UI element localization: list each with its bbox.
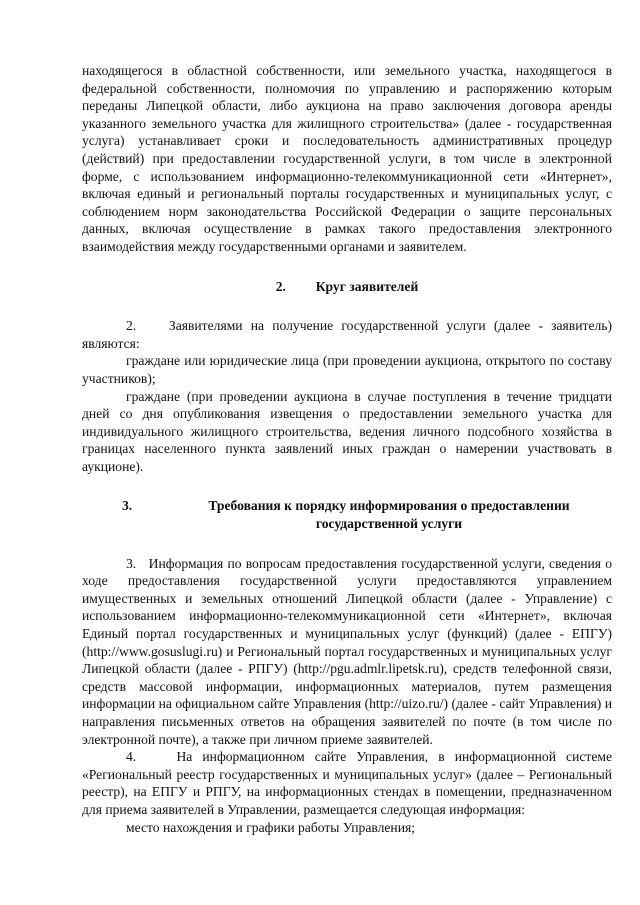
section-3-item-4: 4. На информационном сайте Управления, в информационной системе «Региональный реестр государственных и муниципальных услуг» (далее – Региональный реестр), на ЕПГУ и РПГУ, на информационных стендах в помещении, предназначенном для приема заявителей в Управлении, размещается следующая информация: [82, 749, 612, 817]
intro-paragraph: находящегося в областной собственности, или земельного участка, находящегося в федеральной собственности, полномочия по управлению и распоряжению которым переданы Липецкой области, либо аукциона на право заключения договора аренды указанного земельного участка для жилищного строительства» (далее - государственная услуга) устанавливает сроки и последовательность административных процедур (действий) при предоставлении государственной услуги, в том числе в электронной форме, с использованием информационно-телекоммуникационной сети «Интернет», включая единый и региональный порталы государственных и муниципальных услуг, с соблюдением норм законодательства Российской Федерации о защите персональных данных, включая осуществление в рамках такого предоставления электронного взаимодействия между государственными органами и заявителем. [82, 63, 612, 254]
section-3-item-4-bullet-1: место нахождения и графики работы Управления; [126, 819, 415, 835]
section-3-title: Требования к порядку информирования о предоставлении государственной услуги [208, 498, 570, 532]
section-3-number: 3. [122, 498, 133, 514]
section-2-number: 2. [275, 278, 286, 294]
section-2-bullet-1: граждане или юридические лица (при проведении аукциона, открытого по составу участников); [82, 353, 612, 386]
document-page [82, 62, 612, 836]
section-3-item-3: 3. Информация по вопросам предоставления государственной услуги, сведения о ходе предоставления государственной услуги предоставляются управлением имущественных и земельных отношений Липецкой области (далее - Управление) с использованием информационно-телекоммуникационной сети «Интернет», включая Единый портал государственных и муниципальных услуг (функций) (далее - ЕПГУ) (http://www.gosuslugi.ru) и Региональный портал государственных и муниципальных услуг Липецкой области (далее - РПГУ) (http://pgu.admlr.lipetsk.ru), средств телефонной связи, средств массовой информации, информационных материалов, путем размещения информации на официальном сайте Управления (http://uizo.ru/) (далее - сайт Управления) и направления письменных ответов на обращения заявителей по почте (в том числе по электронной почте), а также при личном приеме заявителей. [82, 555, 612, 747]
section-3-heading [82, 497, 612, 532]
section-2-bullet-2: граждане (при проведении аукциона в случае поступления в течение тридцати дней со дня опубликования извещения о предоставлении земельного участка для индивидуального жилищного строительства, ведения личного подсобного хозяйства в границах населенного пункта заявлений иных граждан о намерении участвовать в аукционе). [82, 388, 612, 474]
section-2-heading [82, 278, 612, 296]
section-2-title: Круг заявителей [315, 278, 419, 294]
section-2-item-2: 2. Заявителями на получение государственной услуги (далее - заявитель) являются: [82, 318, 612, 351]
